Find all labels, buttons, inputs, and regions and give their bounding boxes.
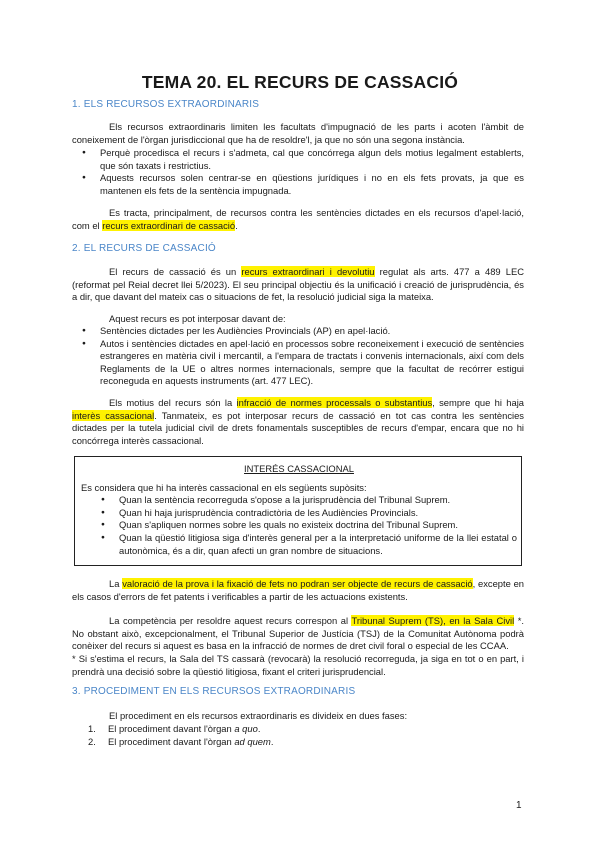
list-item — [72, 736, 524, 749]
italic-text: ad quem — [234, 735, 271, 747]
section-3-numbered-list — [72, 723, 524, 748]
list-item — [72, 723, 524, 736]
highlighted-text: Tribunal Suprem (TS), en la Sala Civil — [351, 615, 515, 626]
section-1-bullet-list — [72, 147, 524, 197]
text-run: El recurs de cassació és un — [109, 266, 242, 277]
list-item: ● Sentències dictades per les Audiències Provincials (AP) en apel·lació. — [72, 325, 524, 338]
interes-cassacional-box — [74, 456, 522, 566]
highlighted-text: valoració de la prova i la fixació de fets no podran ser objecte de recurs de cassació — [122, 578, 473, 589]
section-2-paragraph-5 — [72, 615, 524, 653]
text-run: Es tracta, principalment, de recursos contra les sentències dictades en els recursos d'apel·lació, com el — [72, 207, 524, 231]
section-2-paragraph-3 — [72, 397, 524, 447]
italic-text: a quo — [234, 723, 258, 734]
page-number: 1 — [516, 800, 522, 811]
box-bullet-list — [81, 494, 517, 557]
list-item: ● Quan hi haja jurisprudència contradictòria de les Audiències Provincials. — [81, 507, 517, 520]
page-title: TEMA 20. EL RECURS DE CASSACIÓ — [141, 72, 459, 92]
section-2-heading: 2. EL RECURS DE CASSACIÓ — [72, 243, 216, 254]
text-run: . — [235, 219, 238, 231]
list-item: ● Quan s'apliquen normes sobre les quals no existeix doctrina del Tribunal Suprem. — [81, 519, 517, 532]
text-run: El procediment davant l'òrgan — [108, 723, 235, 734]
section-2-bullet-list — [72, 325, 524, 388]
text-run: . — [257, 723, 261, 734]
list-item: ● Quan la sentència recorreguda s'opose a la jurisprudència del Tribunal Suprem. — [81, 494, 517, 507]
text-run: Els motius del recurs són la — [109, 397, 237, 408]
highlighted-text: recurs extraordinari i devolutiu — [241, 266, 375, 277]
list-item: ● Quan la qüestió litigiosa siga d'interès general per a la interpretació uniforme de la llei estatal o autonòmica, és a dir, quan afecti un gran nombre de situacions. — [81, 532, 517, 557]
section-1-intro: Els recursos extraordinaris limiten les facultats d'impugnació de les parts i acoten l'àmbit de coneixement de l'òrgan jurisdiccional que ha de resoldre'l, ja que no són una segona instància. — [72, 121, 524, 145]
text-run: regulat als arts. 477 a 489 LEC (reformat pel Reial decret llei 5/2023). El seu principal objectiu és la unificació i creació de jurisprudència, és a dir, que davant del mateix cas o situacions de fet, la resolució judicial siga la mateixa. — [72, 266, 524, 303]
list-item: ● Aquests recursos solen centrar-se en qüestions jurídiques i no en els fets provats, ja que es mantenen els fets de la sentència impugnada. — [72, 172, 524, 197]
list-item: ● Autos i sentències dictades en apel·lació en processos sobre reconeixement i execució de sentències estrangeres en matèria civil i mercantil, a l'empara de tractats i convenis internacionals, així com dels Reglaments de la UE o altres normes internacionals, sempre que la facultat de recórrer estigui reconeguda en aquests instruments (art. 477 LEC). — [72, 338, 524, 388]
section-3-intro: El procediment en els recursos extraordinaris es divideix en dues fases: — [109, 710, 408, 721]
text-run: . Tanmateix, es pot interposar recurs de cassació en tot cas contra les sentències dictades per la tutela judicial civil de drets fonamentals susceptibles de recurs d'empar, encara que no hi concórrega interès cassacional. — [72, 409, 524, 446]
list-number: 1. — [88, 723, 96, 734]
highlighted-text: interès cassacional — [72, 409, 155, 421]
text-run: La competència per resoldre aquest recurs correspon al — [109, 615, 352, 626]
list-item: ● Perquè procedisca el recurs i s'admeta, cal que concórrega algun dels motius legalment establerts, que són taxats i restrictius. — [72, 147, 524, 172]
text-run: . — [270, 735, 274, 747]
text-run: El procediment davant l'òrgan — [108, 735, 235, 747]
section-1-heading: 1. ELS RECURSOS EXTRAORDINARIS — [72, 99, 260, 110]
text-run: *. No obstant això, excepcionalment, el Tribunal Superior de Justícia (TSJ) de la Comunitat Autònoma podrà conèixer del recurs si aquest es basa en la infracció de normes de dret civil foral o especial de les CCAA. — [72, 615, 524, 652]
list-number: 2. — [88, 735, 96, 747]
section-2-paragraph-4 — [72, 578, 524, 603]
box-intro: Es considera que hi ha interès cassacional en els següents supòsits: — [81, 481, 367, 493]
footnote: * Si s'estima el recurs, la Sala del TS cassarà (revocarà) la resolució recorreguda, ja siga en tot o en part, i prendrà una decisió sobre la qüestió litigiosa, fixant el criteri jurisprudencial. — [72, 653, 524, 677]
text-run: , excepte en els casos d'errors de fet patents i verificables a partir de les actuacions existents. — [72, 578, 524, 602]
section-3-heading: 3. PROCEDIMENT EN ELS RECURSOS EXTRAORDINARIS — [72, 686, 356, 697]
section-2-paragraph-1 — [72, 266, 524, 304]
highlighted-text: infracció de normes processals o substantius — [236, 397, 433, 408]
box-title: INTERÉS CASSACIONAL — [244, 463, 354, 474]
highlighted-text: recurs extraordinari de cassació — [102, 219, 236, 231]
section-1-paragraph-2 — [72, 207, 524, 232]
text-run: La — [109, 578, 123, 589]
section-2-paragraph-2: Aquest recurs es pot interposar davant de: — [109, 313, 286, 324]
text-run: , sempre que hi haja — [432, 397, 524, 408]
